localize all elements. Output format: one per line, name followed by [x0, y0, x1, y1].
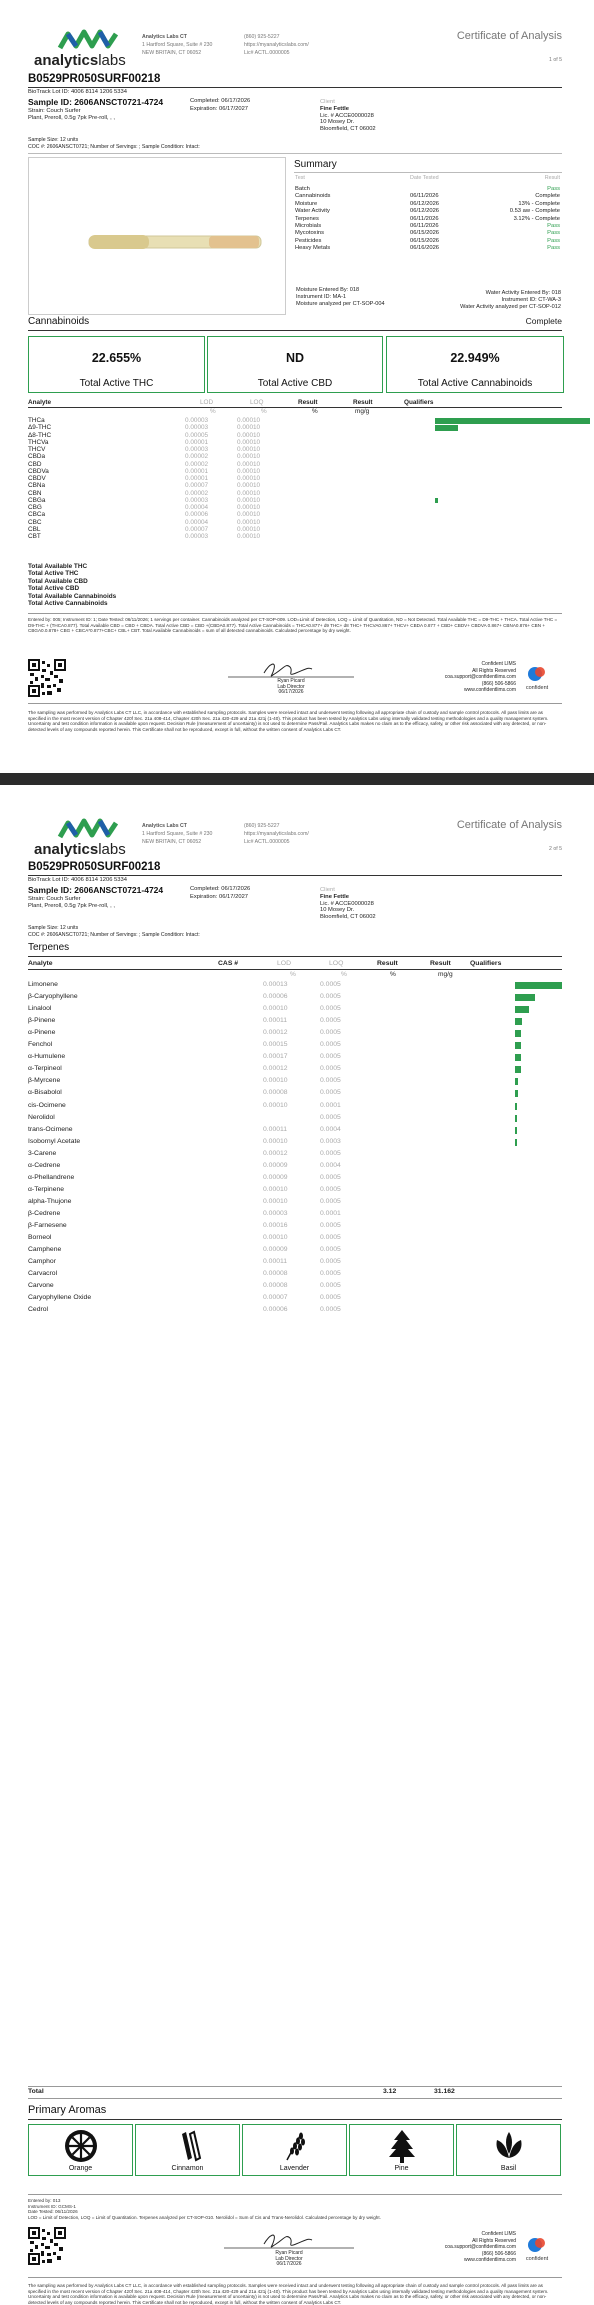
lab-contact: (860) 925-5227 https://myanalyticslabs.com/ Lic# ACTL.0000005	[244, 34, 309, 56]
page-number: 2 of 5	[549, 846, 562, 852]
summary-row: Moisture 06/12/2026 13% - Complete	[295, 200, 560, 207]
cannabinoid-bar	[435, 418, 590, 424]
terpene-bar	[515, 982, 562, 989]
summary-row: Heavy Metals 06/16/2026 Pass	[295, 245, 560, 252]
water-activity-notes: Water Activity Entered By: 018 Instrument ID: CT-WA-3 Water Activity analyzed per CT-SOP-012	[460, 290, 561, 310]
aroma-orange: Orange	[28, 2124, 133, 2176]
client-info: Client Fine Fettle Lic. # ACCE0000028 10 Mosey Dr. Bloomfield, CT 06002	[320, 887, 376, 921]
signatory: Ryan Picard Lab Director 06/17/2026	[277, 678, 305, 696]
page-separator	[0, 773, 594, 785]
cannabinoids-title: Cannabinoids	[28, 316, 90, 327]
terpene-notes: Entered by: 013 Instrument ID: GCMS-1 Date Tested: 06/11/2026 LOD = Limit of Detection, LOQ = Limit of Quantitation. Terpenes analyzed per CT-SOP-010. Nerolidol = Sum of Cis and Trans-Nerolidol. Calculated percentage by dry weight.	[28, 2198, 381, 2220]
doc-title: Certificate of Analysis	[456, 819, 562, 831]
summary-row: Cannabinoids 06/11/2026 Complete	[295, 193, 560, 200]
product-photo	[28, 157, 286, 315]
lab-contact: (860) 925-5227 https://myanalyticslabs.com/ Lic# ACTL.0000005	[244, 823, 309, 845]
total-active-cannabinoids-box: 22.949% Total Active Cannabinoids	[386, 336, 564, 393]
pine-icon	[382, 2128, 422, 2164]
terpene-bar	[515, 1018, 522, 1025]
preroll-image-icon	[29, 158, 287, 316]
terpene-bar	[515, 1006, 529, 1013]
lab-logo: analyticslabs	[28, 28, 136, 70]
aroma-basil: Basil	[456, 2124, 561, 2176]
terpene-bar	[515, 994, 535, 1001]
lot-number: B0529PR050SURF00218	[28, 73, 161, 85]
aroma-lavender: Lavender	[242, 2124, 347, 2176]
cannabinoid-notes: Entered by: 005; Instrument ID: 1; Date Tested: 06/11/2026; 1 servings per container. Cannabinoids analyzed per CT-SOP-009. LOD=Limit of Detection, LOQ = Limit of Quantitation, ND = Not Detected. Total Available THC = D9-THC + THCA. Total Active THC = D9-THC + (THCA0.877). Total Available CBD = CBD + CBDA. Total Active CBD = CBD +(CBDA0.877). Total Active Cannabinoids = THCA0.877+ d9 THC+ d8 THC+ THCVA0.867+ THCV+ CBDA 0.877 + CBD+ CBDV+ CBDVA 0.867+ CBNA0.876+ CBN + CBGA0.0.878+ CBG + CBCA*0.877+CBC+ CBL+ CBT. Total Available Cannabinoids = sum of all detected cannabinoids. Calculated percentage by dry weight.	[28, 617, 558, 634]
cannabinoid-bar	[435, 425, 458, 431]
lab-logo: analyticslabs	[28, 817, 136, 859]
total-active-thc-box: 22.655% Total Active THC	[28, 336, 205, 393]
confident-logo: confident	[522, 2237, 552, 2263]
summary-row: Water Activity 06/12/2026 0.53 aw - Complete	[295, 208, 560, 215]
terpene-bar	[515, 1030, 521, 1037]
primary-aromas-title: Primary Aromas	[28, 2104, 107, 2116]
summary-row: Batch Pass	[295, 186, 560, 192]
qr-code-icon	[28, 2227, 66, 2265]
total-active-cbd-box: ND Total Active CBD	[207, 336, 383, 393]
lab-address: Analytics Labs CT 1 Hartford Square, Suite # 230 NEW BRITAIN, CT 06052	[142, 823, 213, 845]
lims-info: Confident LIMS All Rights Reserved coa.support@confidentlims.com (866) 506-5866 www.confidentlims.com	[444, 661, 516, 694]
sample-id: Sample ID: 2606ANSCT0721-4724	[28, 885, 164, 895]
terpene-bar	[515, 1103, 517, 1110]
summary-row: Terpenes 06/11/2026 3.12% - Complete	[295, 215, 560, 222]
basil-icon	[489, 2128, 529, 2164]
orange-icon	[61, 2128, 101, 2164]
dates: Completed: 06/17/2026 Expiration: 06/17/2027	[190, 98, 251, 112]
lab-address: Analytics Labs CT 1 Hartford Square, Suite # 230 NEW BRITAIN, CT 06052	[142, 34, 213, 56]
signatory: Ryan Picard Lab Director 06/17/2026	[275, 2250, 303, 2268]
confident-logo-icon	[527, 666, 547, 682]
logo-mark-icon	[58, 28, 118, 52]
disclaimer: The sampling was performed by Analytics Labs CT LLC, in accordance with established sampling protocols. Samples were received intact and underwent testing following all appropriate chain of custody and sample control protocols. All pass limits are as specified in the most recent version of Chapter 420f Sec. 21a 408-414, Chapter 420h Sec. 21a 420-429 and 21a 421j (1-40). This product has been tested by Analytics Labs using internally validated testing methodologies and a quality management system. Uncertainty and test condition information is available upon request. Decision Rule (measurement of uncertainty) is not used to determine Pass/Fail. Analytics Labs makes no claim as to the efficacy, safety, or other risk associated with any detected, or non-detected levels of any compounds reported herein. This Certificate shall not be reproduced, except in full, without the written consent of Analytics Labs CT.	[28, 710, 549, 732]
terpene-bar	[515, 1054, 521, 1061]
coa-page-1: analyticslabs Analytics Labs CT 1 Hartford Square, Suite # 230 NEW BRITAIN, CT 06052 (860) 925-5227 https://myanalyticslabs.com/ Lic# ACTL.0000005 Certificate of Analysis 1 of 5 B0529PR050SURF00218 BioTrack Lot ID: 4006 8114 1206 5334 Sample ID: 2606ANSCT0721-4724 Strain: Couch Surfer Plant, Preroll, 0.5g 7pk Pre-roll, , , Completed: 06/17/2026 Expiration: 06/17/2027 Client Fine Fettle Lic. # ACCE0000028 10 Mosey Dr. Bloomfield, CT 06002 Sample Size: 12 units COC #: 2606ANSCT0721; Number of Servings: ; Sample Condition: Intact: Summary Test Date Tested Result Batch Pass Cannabinoids 06/11/2026 Complete Moisture 06/12/2026 13% - Complete Water Activity 06/12/2026 0.53 aw - Complete Terpenes 06/11/2026 3.12% - Complete Microbials 06/11/2026 Pass Mycotoxins 06/15/2026 Pass Pesticides 06/15/2026 Pass Heavy Metals 06/16/2026 Pass Moisture Entered By: 018 Instrument ID: MA-1 Moisture analyzed per CT-SOP-004 Water Activity Entered By: 018 Instrument ID: CT-WA-3 Water Activity analyzed per CT-SOP-012 Cannabinoids Complete 22.655% Total Active THC ND Total Active CBD 22.949% Total Active Cannabinoids Analyte LOD LOQ Result Result Qualifiers % % % mg/g THCa 0.00003 0.00010 Δ9-THC 0.00003 0.00010 Δ8-THC 0.00005 0.00010 THCVa 0.00001 0.00010 THCV 0.00003 0.00010 CBDa 0.00002 0.00010 CBD 0.00002 0.00010 CBDVa 0.00001 0.00010 CBDV 0.00001 0.00010 CBNa 0.00007 0.00010 CBN 0.00002 0.00010 CBGa 0.00003 0.00010 CBG 0.00004 0.00010 CBCa 0.00006 0.00010 CBC 0.00004 0.00010 CBL 0.00007 0.00010 CBT 0.00003 0.00010 Total Available THC Total Active THC Total Available CBD Total Active CBD Total Available Cannabinoids Total Active Cannabinoids Entered by: 005; Instrument ID: 1; Date Tested: 06/11/2026; 1 servings per container. Cannabinoids analyzed per CT-SOP-009. LOD=Limit of Detection, LOQ = Limit of Quantitation, ND = Not Detected. Total Available THC = D9-THC + THCA. Total Active THC = D9-THC + (THCA0.877). Total Available CBD = CBD + CBDA. Total Active CBD = CBD +(CBDA0.877). Total Active Cannabinoids = THCA0.877+ d9 THC+ d8 THC+ THCVA0.867+ THCV+ CBDA 0.877 + CBD+ CBDV+ CBDVA 0.867+ CBNA0.876+ CBN + CBGA0.0.878+ CBG + CBCA*0.877+CBC+ CBL+ CBT. Total Available Cannabinoids = sum of all detected cannabinoids. Calculated percentage by dry weight. Ryan Picard Lab Director 06/17/2026 Confident LIMS All Rights Reserved coa.support@confidentlims.com (866) 506-5866 www.confidentlims.com confident The sampling was performed by Analytics Labs CT LLC, in accordance with established sampling protocols. Samples were received intact and underwent testing following all appropriate chain of custody and sample control protocols. All pass limits are as specified in the most recent version of Chapter 420f Sec. 21a 408-414, Chapter 420h Sec. 21a 420-429 and 21a 421j (1-40). This product has been tested by Analytics Labs using internally validated testing methodologies and a quality management system. Uncertainty and test condition information is available upon request. Decision Rule (measurement of uncertainty) is not used to determine Pass/Fail. Analytics Labs makes no claim as to the efficacy, safety, or other risk associated with any detected, or non-detected levels of any compounds reported herein. This Certificate shall not be reproduced, except in full, without the written consent of Analytics Labs CT.	[0, 0, 594, 773]
biotrack-id: BioTrack Lot ID: 4006 8114 1206 5334	[28, 89, 127, 95]
lims-info: Confident LIMS All Rights Reserved coa.support@confidentlims.com (866) 506-5866 www.confidentlims.com	[444, 2231, 516, 2264]
doc-title: Certificate of Analysis	[456, 30, 562, 42]
logo-mark-icon	[58, 817, 118, 841]
signature-icon	[228, 659, 354, 679]
terpene-bar	[515, 1078, 518, 1085]
signature-icon	[224, 2230, 354, 2250]
terpene-bar	[515, 1042, 521, 1049]
summary-row: Mycotoxins 06/15/2026 Pass	[295, 230, 560, 237]
lot-number: B0529PR050SURF00218	[28, 861, 161, 873]
page-number: 1 of 5	[549, 57, 562, 63]
lavender-icon	[275, 2128, 315, 2164]
cannabinoid-bar	[435, 498, 438, 504]
terpene-bar	[515, 1090, 518, 1097]
qr-code-icon	[28, 659, 66, 697]
terpenes-title: Terpenes	[28, 942, 70, 953]
aroma-pine: Pine	[349, 2124, 454, 2176]
cinnamon-icon	[168, 2128, 208, 2164]
terpene-bar	[515, 1115, 517, 1122]
terpene-bar	[515, 1066, 521, 1073]
summary-row: Microbials 06/11/2026 Pass	[295, 223, 560, 229]
confident-logo: confident	[522, 666, 552, 692]
summary-row: Pesticides 06/15/2026 Pass	[295, 237, 560, 244]
moisture-notes: Moisture Entered By: 018 Instrument ID: MA-1 Moisture analyzed per CT-SOP-004	[296, 287, 385, 307]
client-info: Client Fine Fettle Lic. # ACCE0000028 10 Mosey Dr. Bloomfield, CT 06002	[320, 99, 376, 133]
disclaimer: The sampling was performed by Analytics Labs CT LLC, in accordance with established sampling protocols. Samples were received intact and underwent testing following all appropriate chain of custody and sample control protocols. All pass limits are as specified in the most recent version of Chapter 420f Sec. 21a 408-414, Chapter 420h Sec. 21a 420-429 and 21a 421j (1-40). This product has been tested by Analytics Labs using internally validated testing methodologies and a quality management system. Uncertainty and test condition information is available upon request. Decision Rule (measurement of uncertainty) is not used to determine Pass/Fail. Analytics Labs makes no claim as to the efficacy, safety, or other risk associated with any detected, or non-detected levels of any compounds reported herein. This Certificate shall not be reproduced, except in full, without the written consent of Analytics Labs CT.	[28, 2283, 549, 2305]
terpene-bar	[515, 1127, 517, 1134]
coa-page-2: analyticslabs Analytics Labs CT 1 Hartford Square, Suite # 230 NEW BRITAIN, CT 06052 (860) 925-5227 https://myanalyticslabs.com/ Lic# ACTL.0000005 Certificate of Analysis 2 of 5 B0529PR050SURF00218 BioTrack Lot ID: 4006 8114 1206 5334 Sample ID: 2606ANSCT0721-4724 Strain: Couch Surfer Plant, Preroll, 0.5g 7pk Pre-roll, , , Completed: 06/17/2026 Expiration: 06/17/2027 Client Fine Fettle Lic. # ACCE0000028 10 Mosey Dr. Bloomfield, CT 06002 Sample Size: 12 units COC #: 2606ANSCT0721; Number of Servings: ; Sample Condition: Intact: Terpenes Analyte CAS # LOD LOQ Result Result Qualifiers % % % mg/g Limonene 0.00013 0.0005 β-Caryophyllene 0.00006 0.0005 Linalool 0.00010 0.0005 β-Pinene 0.00011 0.0005 α-Pinene 0.00012 0.0005 Fenchol 0.00015 0.0005 α-Humulene 0.00017 0.0005 α-Terpineol 0.00012 0.0005 β-Myrcene 0.00010 0.0005 α-Bisabolol 0.00008 0.0005 cis-Ocimene 0.00010 0.0001 Nerolidol 0.0005 trans-Ocimene 0.00011 0.0004 Isobornyl Acetate 0.00010 0.0003 3-Carene 0.00012 0.0005 α-Cedrene 0.00009 0.0004 α-Phellandrene 0.00009 0.0005 α-Terpinene 0.00010 0.0005 alpha-Thujone 0.00010 0.0005 β-Cedrene 0.00003 0.0001 β-Farnesene 0.00016 0.0005 Borneol 0.00010 0.0005 Camphene 0.00009 0.0005 Camphor 0.00011 0.0005 Carvacrol 0.00008 0.0005 Carvone 0.00008 0.0005 Caryophyllene Oxide 0.00007 0.0005 Cedrol 0.00006 0.0005 Total 3.12 31.162 Primary Aromas Orange Cinnamon Lavender Pine Basil Entered by: 013 Instrument ID: GCMS-1 Date Tested: 06/11/2026 LOD = Limit of Detection, LOQ = Limit of Quantitation. Terpenes analyzed per CT-SOP-010. Nerolidol = Sum of Cis and Trans-Nerolidol. Calculated percentage by dry weight. Ryan Picard Lab Director 06/17/2026 Confident LIMS All Rights Reserved coa.support@confidentlims.com (866) 506-5866 www.confidentlims.com confident The sampling was performed by Analytics Labs CT LLC, in accordance with established sampling protocols. Samples were received intact and underwent testing following all appropriate chain of custody and sample control protocols. All pass limits are as specified in the most recent version of Chapter 420f Sec. 21a 408-414, Chapter 420h Sec. 21a 420-429 and 21a 421j (1-40). This product has been tested by Analytics Labs using internally validated testing methodologies and a quality management system. Uncertainty and test condition information is available upon request. Decision Rule (measurement of uncertainty) is not used to determine Pass/Fail. Analytics Labs makes no claim as to the efficacy, safety, or other risk associated with any detected, or non-detected levels of any compounds reported herein. This Certificate shall not be reproduced, except in full, without the written consent of Analytics Labs CT.	[0, 785, 594, 1559]
terpene-bar	[515, 1139, 517, 1146]
sample-meta: Sample Size: 12 units COC #: 2606ANSCT0721; Number of Servings: ; Sample Condition: Intact:	[28, 137, 200, 150]
aroma-cinnamon: Cinnamon	[135, 2124, 240, 2176]
summary-title: Summary	[294, 159, 337, 170]
sample-id: Sample ID: 2606ANSCT0721-4724	[28, 97, 164, 107]
confident-logo-icon	[527, 2237, 547, 2253]
strain-info: Strain: Couch Surfer Plant, Preroll, 0.5g 7pk Pre-roll, , ,	[28, 108, 115, 121]
cannabinoids-status: Complete	[525, 316, 562, 326]
